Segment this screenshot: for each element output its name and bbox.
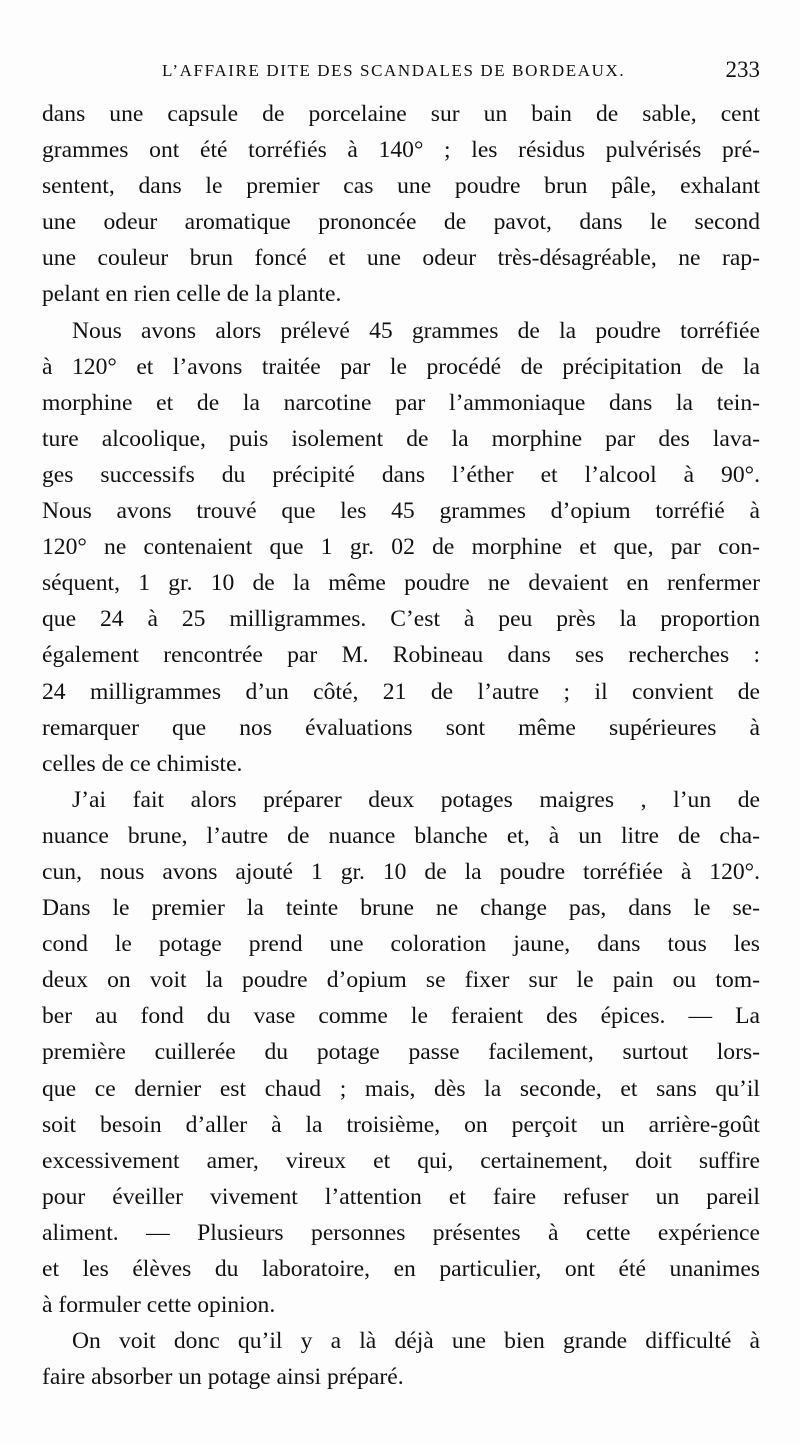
text-line: 24 milligrammes d’un côté, 21 de l’autre ; il convient de xyxy=(42,678,760,705)
text-line: ber au fond du vase comme le feraient des épices. — La xyxy=(42,1003,760,1030)
text-line: cun, nous avons ajouté 1 gr. 10 de la poudre torréfiée à 120°. xyxy=(42,858,760,885)
text-line: pelant en rien celle de la plante. xyxy=(42,281,342,308)
text-line: faire absorber un potage ainsi préparé. xyxy=(42,1364,404,1391)
text-line: une couleur brun foncé et une odeur très-désagréable, ne rap- xyxy=(42,245,760,272)
text-line: également rencontrée par M. Robineau dans ses recherches : xyxy=(42,642,760,669)
running-title: L’AFFAIRE DITE DES SCANDALES DE BORDEAUX. xyxy=(162,61,626,80)
text-line: remarquer que nos évaluations sont même supérieures à xyxy=(42,714,760,741)
text-line: ges successifs du précipité dans l’éther et l’alcool à 90°. xyxy=(42,461,760,488)
text-line: deux on voit la poudre d’opium se fixer sur le pain ou tom- xyxy=(42,967,760,994)
text-line: une odeur aromatique prononcée de pavot, dans le second xyxy=(42,209,760,236)
text-line: que 24 à 25 milligrammes. C’est à peu près la proportion xyxy=(42,606,760,633)
text-line: On voit donc qu’il y a là déjà une bien grande difficulté à xyxy=(72,1328,760,1355)
text-line: celles de ce chimiste. xyxy=(42,750,243,777)
text-line: cond le potage prend une coloration jaune, dans tous les xyxy=(42,931,760,958)
text-line: et les élèves du laboratoire, en particulier, ont été unanimes xyxy=(42,1256,760,1282)
text-line: Dans le premier la teinte brune ne change pas, dans le se- xyxy=(42,895,760,922)
text-line: morphine et de la narcotine par l’ammoniaque dans la tein- xyxy=(42,389,760,416)
text-line: excessivement amer, vireux et qui, certainement, doit suffire xyxy=(42,1147,760,1174)
paragraph xyxy=(42,313,760,782)
text-line: dans une capsule de porcelaine sur un bain de sable, cent xyxy=(42,101,760,127)
text-line: séquent, 1 gr. 10 de la même poudre ne devaient en renfermer xyxy=(42,570,760,597)
text-line: ture alcoolique, puis isolement de la morphine par des lava- xyxy=(42,425,760,452)
text-line: Nous avons trouvé que les 45 grammes d’opium torréfié à xyxy=(42,498,760,525)
text-line: que ce dernier est chaud ; mais, dès la seconde, et sans qu’il xyxy=(42,1075,760,1102)
paragraph xyxy=(42,782,760,1323)
running-head xyxy=(42,58,760,90)
text-line: aliment. — Plusieurs personnes présentes à cette expérience xyxy=(42,1219,760,1246)
text-line: grammes ont été torréfiés à 140° ; les résidus pulvérisés pré- xyxy=(42,137,760,164)
paragraph xyxy=(42,1323,760,1395)
body-text xyxy=(42,96,760,1395)
text-line: nuance brune, l’autre de nuance blanche et, à un litre de cha- xyxy=(42,822,760,849)
text-line: 120° ne contenaient que 1 gr. 02 de morphine et que, par con- xyxy=(42,534,760,561)
page-number: 233 xyxy=(725,57,760,82)
text-line: première cuillerée du potage passe facilement, surtout lors- xyxy=(42,1039,760,1066)
text-line: sentent, dans le premier cas une poudre brun pâle, exhalant xyxy=(42,173,760,200)
text-line: soit besoin d’aller à la troisième, on perçoit un arrière-goût xyxy=(42,1111,760,1138)
paragraph xyxy=(42,96,760,313)
text-line: J’ai fait alors préparer deux potages maigres , l’un de xyxy=(72,786,760,813)
text-line: pour éveiller vivement l’attention et faire refuser un pareil xyxy=(42,1183,760,1210)
text-line: Nous avons alors prélevé 45 grammes de la poudre torréfiée xyxy=(72,317,760,344)
text-line: à 120° et l’avons traitée par le procédé de précipitation de la xyxy=(42,353,760,380)
text-line: à formuler cette opinion. xyxy=(42,1292,276,1319)
